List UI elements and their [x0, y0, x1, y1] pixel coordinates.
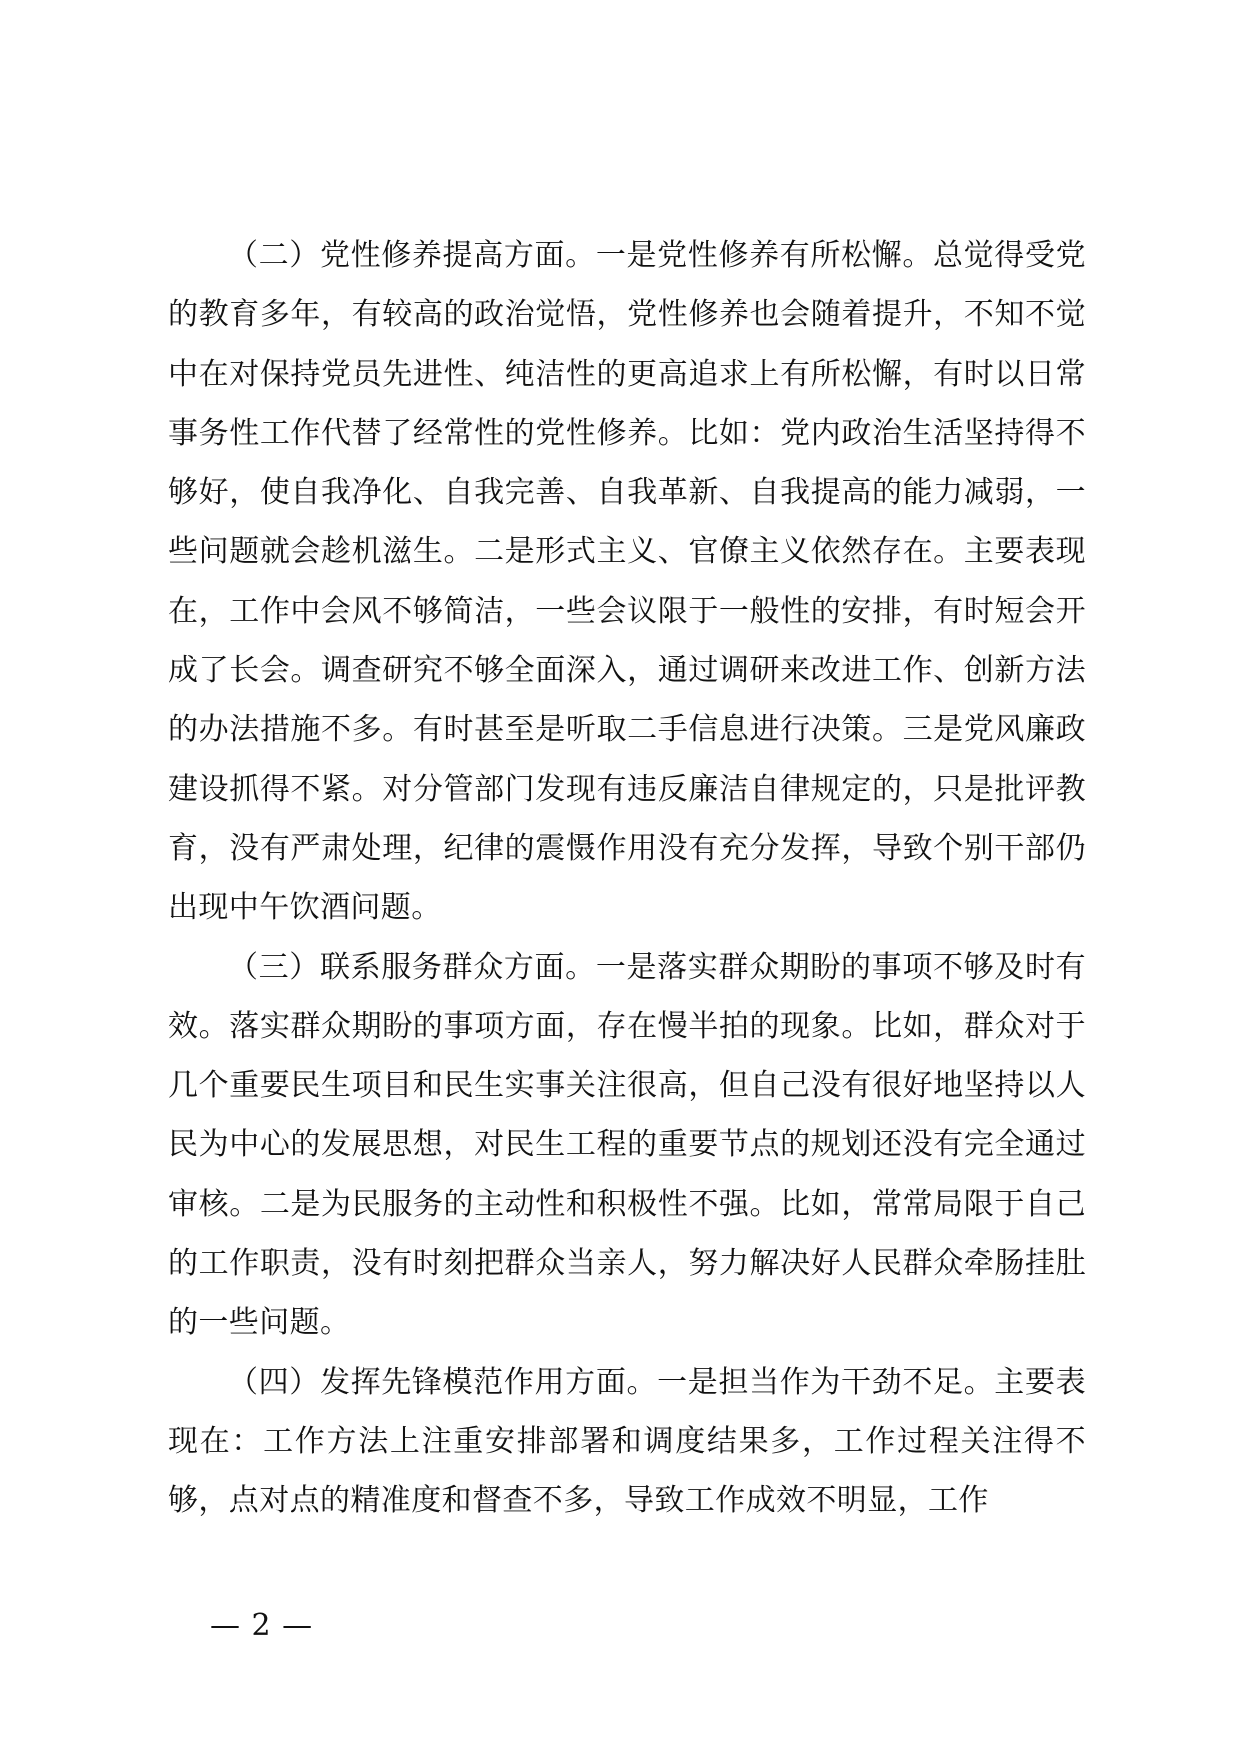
paragraph-vanguard-role: （四）发挥先锋模范作用方面。一是担当作为干劲不足。主要表现在：工作方法上注重安排部署和调度结果多，工作过程关注得不够，点对点的精准度和督查不多，导致工作成效不明显，工作 — [168, 1364, 1086, 1519]
paragraph-serving-masses: （三）联系服务群众方面。一是落实群众期盼的事项不够及时有效。落实群众期盼的事项方面，存在慢半拍的现象。比如，群众对于几个重要民生项目和民生实事关注很高，但自己没有很好地坚持以人民为中心的发展思想，对民生工程的重要节点的规划还没有完全通过审核。二是为民服务的主动性和积极性不强。比如，常常局限于自己的工作职责，没有时刻把群众当亲人，努力解决好人民群众牵肠挂肚的一些问题。 — [168, 949, 1086, 1341]
page-number: — 2 — — [210, 1608, 314, 1643]
paragraph-party-spirit: （二）党性修养提高方面。一是党性修养有所松懈。总觉得受党的教育多年，有较高的政治觉悟，党性修养也会随着提升，不知不觉中在对保持党员先进性、纯洁性的更高追求上有所松懈，有时以日常事务性工作代替了经常性的党性修养。比如：党内政治生活坚持得不够好，使自我净化、自我完善、自我革新、自我提高的能力减弱，一些问题就会趁机滋生。二是形式主义、官僚主义依然存在。主要表现在，工作中会风不够简洁，一些会议限于一般性的安排，有时短会开成了长会。调查研究不够全面深入，通过调研来改进工作、创新方法的办法措施不多。有时甚至是听取二手信息进行决策。三是党风廉政建设抓得不紧。对分管部门发现有违反廉洁自律规定的，只是批评教育，没有严肃处理，纪律的震慑作用没有充分发挥，导致个别干部仍出现中午饮酒问题。 — [168, 238, 1086, 926]
document-body — [168, 226, 1086, 1531]
